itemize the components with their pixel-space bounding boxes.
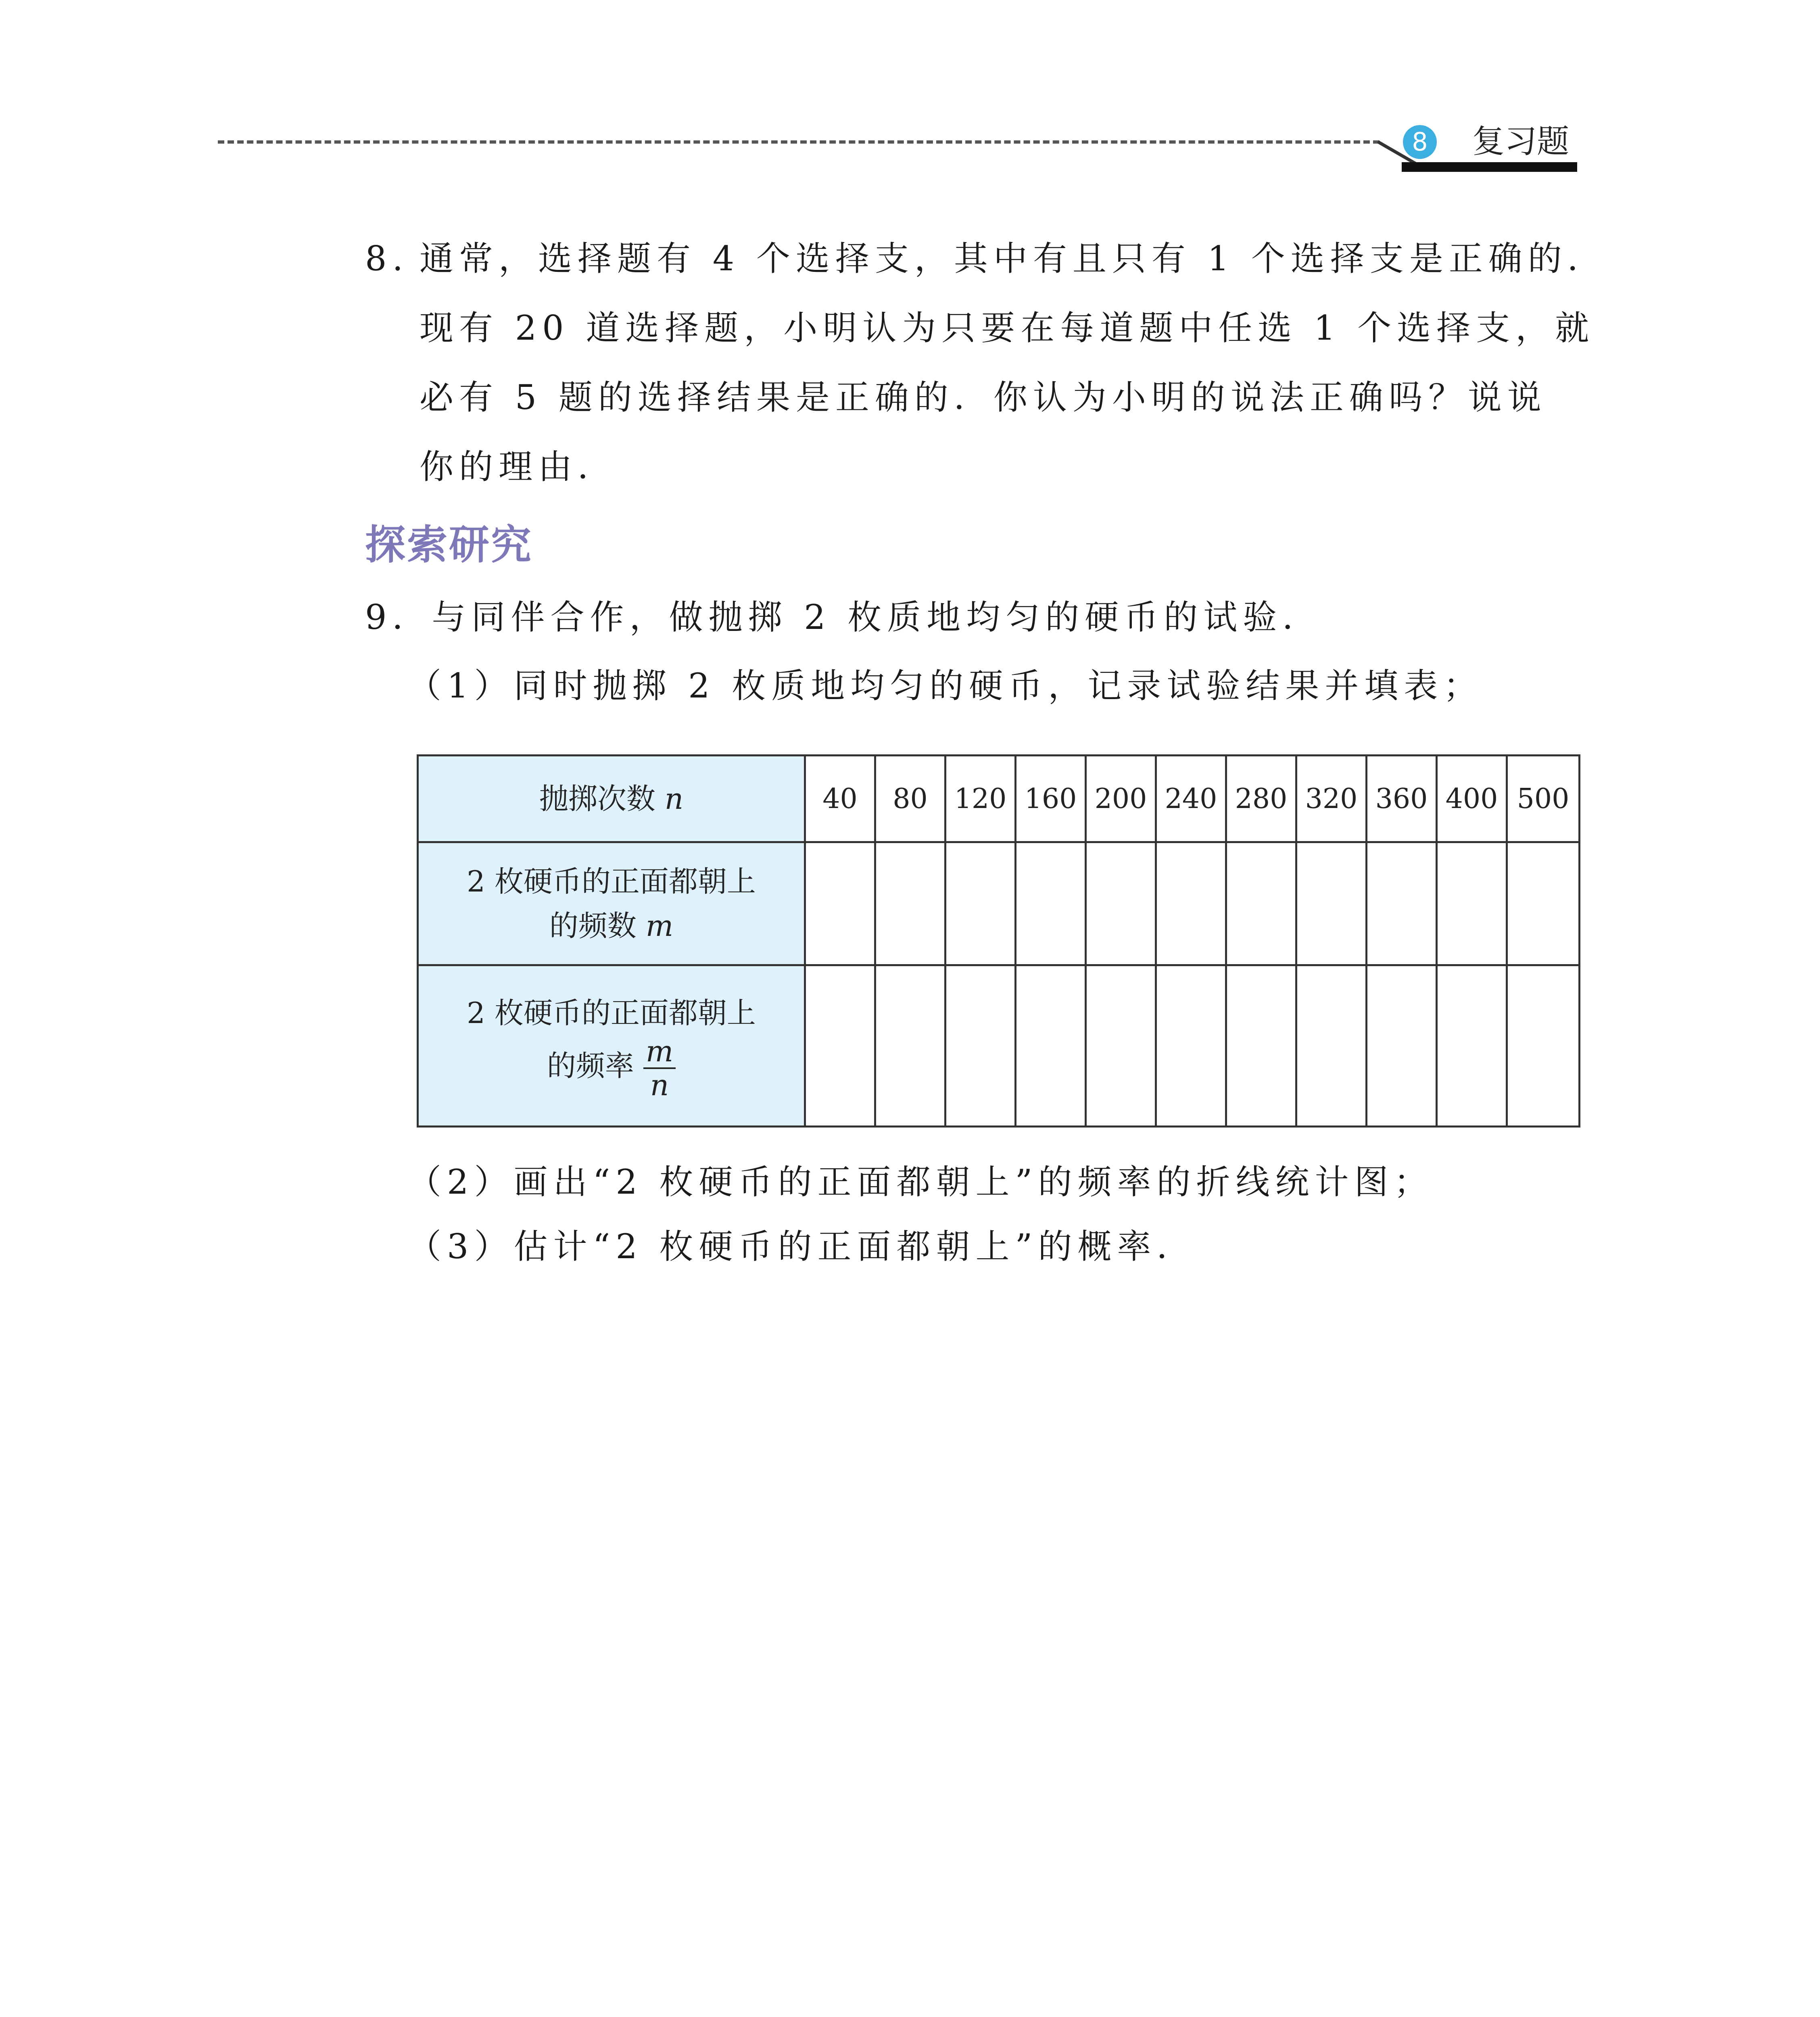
trial-cell: 80 [875,756,945,842]
frequency-cell[interactable] [875,965,945,1127]
trial-cell: 400 [1437,756,1507,842]
row-header-count [418,842,805,965]
count-cell[interactable] [1156,842,1226,965]
table-row-trials [418,756,1580,842]
problem-8-number: 8. [365,239,409,278]
trial-cell: 280 [1226,756,1296,842]
trial-cell: 160 [1016,756,1086,842]
frequency-cell[interactable] [1086,965,1156,1127]
count-cell[interactable] [1016,842,1086,965]
row-header-trials-label: 抛掷次数 [539,782,655,816]
problem-8-line-4: 你的理由． [420,447,618,487]
problem-8-line-1: 通常，选择题有 4 个选择支，其中有且只有 1 个选择支是正确的． [420,239,1607,278]
count-cell[interactable] [805,842,875,965]
section-title-explore: 探索研究 [365,521,533,568]
row-header-frequency [418,965,805,1127]
frequency-cell[interactable] [1016,965,1086,1127]
fraction-numerator: m [643,1035,676,1069]
header-dashed-rule [218,140,1380,144]
problem-8-line-2: 现有 20 道选择题，小明认为只要在每道题中任选 1 个选择支，就 [420,308,1595,348]
row-header-count-line-2: 的频数 [549,909,637,943]
trial-cell: 320 [1296,756,1367,842]
problem-8-line-3: 必有 5 题的选择结果是正确的．你认为小明的说法正确吗？说说 [420,378,1547,417]
count-cell[interactable] [945,842,1016,965]
count-cell[interactable] [875,842,945,965]
row-header-frequency-line-2: 的频率 [547,1048,634,1083]
frequency-table [417,754,1580,1128]
frequency-cell[interactable] [945,965,1016,1127]
count-cell[interactable] [1507,842,1580,965]
trial-cell: 120 [945,756,1016,842]
chapter-number-badge: 8 [1403,125,1437,159]
count-cell[interactable] [1367,842,1437,965]
count-cell[interactable] [1437,842,1507,965]
row-header-frequency-line-1: 2 枚硬币的正面都朝上 [467,996,756,1030]
chapter-title: 复习题 [1472,123,1569,160]
table-row-count [418,842,1580,965]
count-cell[interactable] [1226,842,1296,965]
table-row-frequency [418,965,1580,1127]
row-header-count-var: m [645,909,674,943]
trial-cell: 200 [1086,756,1156,842]
row-header-trials [418,756,805,842]
problem-9-intro: 9．与同伴合作，做抛掷 2 枚质地均匀的硬币的试验． [365,597,1322,637]
trial-cell: 360 [1367,756,1437,842]
fraction-denominator: n [650,1068,669,1102]
count-cell[interactable] [1296,842,1367,965]
frequency-cell[interactable] [1156,965,1226,1127]
problem-9-part-1: （1）同时抛掷 2 枚质地均匀的硬币，记录试验结果并填表； [407,666,1483,706]
frequency-cell[interactable] [1367,965,1437,1127]
trial-cell: 40 [805,756,875,842]
frequency-cell[interactable] [1226,965,1296,1127]
frequency-cell[interactable] [1507,965,1580,1127]
trial-cell: 500 [1507,756,1580,842]
frequency-cell[interactable] [1296,965,1367,1127]
count-cell[interactable] [1086,842,1156,965]
trial-cell: 240 [1156,756,1226,842]
row-header-trials-var: n [664,782,684,816]
frequency-cell[interactable] [1437,965,1507,1127]
row-header-count-line-1: 2 枚硬币的正面都朝上 [467,864,756,898]
frequency-cell[interactable] [805,965,875,1127]
fraction-m-over-n [643,1035,676,1101]
problem-9-part-2: （2）画出“2 枚硬币的正面都朝上”的频率的折线统计图； [407,1162,1434,1202]
problem-9-part-3: （3）估计“2 枚硬币的正面都朝上”的概率． [407,1227,1196,1266]
